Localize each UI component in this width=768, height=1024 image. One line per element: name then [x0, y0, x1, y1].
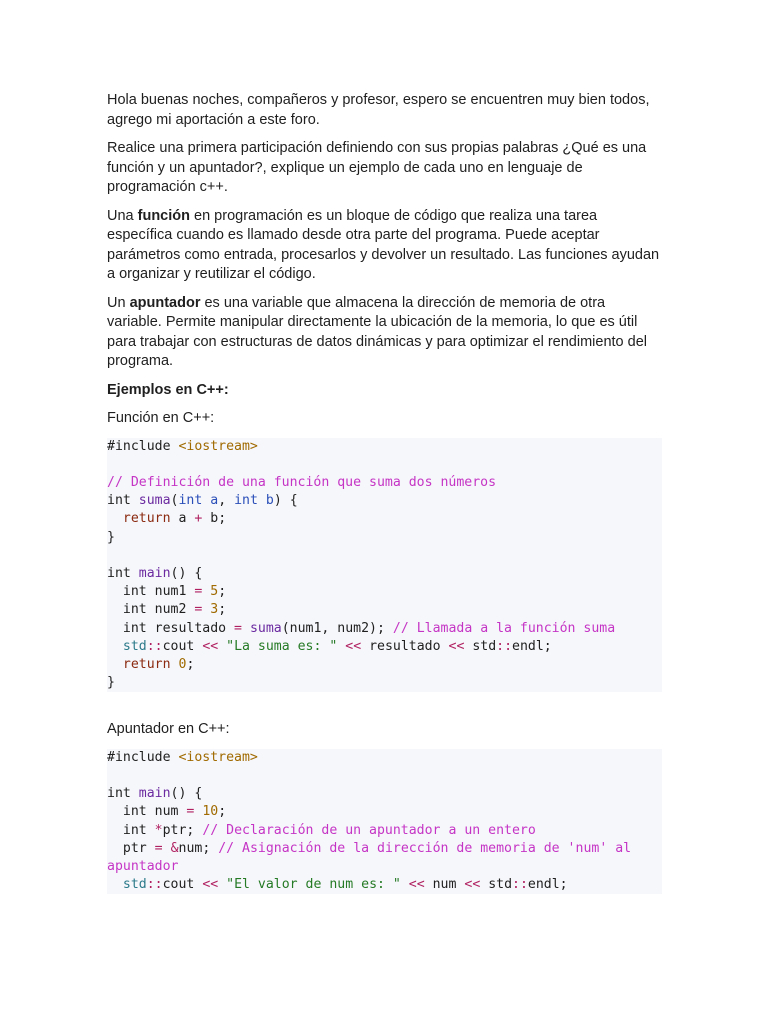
- code-line: [107, 474, 662, 492]
- code-token: // Asignación de la dirección de memoria de 'num' al apuntador: [107, 840, 640, 875]
- code-token: ::: [496, 638, 513, 654]
- code-line: [107, 620, 662, 638]
- code-token: ::: [146, 638, 163, 654]
- code-token: ;: [218, 584, 227, 600]
- code-token: num;: [178, 840, 219, 856]
- funcion-pre: Una: [107, 207, 138, 224]
- code-line: [107, 547, 662, 565]
- apuntador-example-label: Apuntador en C++:: [107, 721, 230, 738]
- code-token: }: [107, 529, 115, 545]
- code-token: [107, 639, 123, 654]
- code-token: main: [138, 786, 171, 802]
- funcion-code-block: [107, 438, 662, 693]
- code-token: <<: [202, 638, 219, 654]
- code-token: std: [122, 877, 147, 893]
- code-token: #include: [107, 438, 179, 454]
- code-token: ,: [218, 493, 235, 509]
- code-token: int num: [107, 804, 187, 820]
- code-token: cout: [162, 877, 203, 893]
- code-token: resultado: [361, 638, 449, 654]
- funcion-example-label: Función en C++:: [107, 410, 215, 426]
- code-token: #include: [107, 749, 179, 765]
- apuntador-term: apuntador: [129, 294, 201, 311]
- code-token: =: [194, 584, 203, 600]
- code-token: ;: [218, 602, 227, 618]
- intro-paragraph: Hola buenas noches, compañeros y profesor, espero se encuentren muy bien todos, agrego mi aportación a este foro.: [107, 92, 650, 128]
- code-token: =: [154, 840, 163, 856]
- funcion-term: función: [137, 207, 190, 224]
- code-token: <<: [448, 638, 465, 654]
- code-token: 5: [210, 584, 219, 600]
- code-token: std: [122, 638, 147, 654]
- code-token: main: [138, 565, 171, 581]
- code-token: =: [194, 602, 203, 618]
- code-token: int: [234, 493, 258, 509]
- code-token: suma: [249, 620, 282, 636]
- code-line: [107, 749, 662, 767]
- document-page: [107, 91, 662, 894]
- apuntador-definition: [107, 294, 662, 372]
- code-token: suma: [138, 493, 171, 509]
- code-token: ::: [146, 877, 163, 893]
- code-token: b;: [202, 511, 227, 527]
- code-token: std: [480, 877, 513, 893]
- code-token: int num1: [107, 584, 195, 600]
- apuntador-post: es una variable que almacena la dirección de memoria de otra variable. Permite manipular directamente la ubicación de la memoria, lo que es útil para trabajar con estructuras de datos dinámicas y para optimizar el rendimiento del programa.: [107, 294, 647, 369]
- code-line: [107, 601, 662, 619]
- code-token: () {: [170, 565, 203, 581]
- code-token: ) {: [273, 493, 298, 509]
- examples-heading: Ejemplos en C++:: [107, 381, 229, 398]
- code-line: [107, 583, 662, 601]
- code-token: int num2: [107, 602, 195, 618]
- code-token: 10: [202, 804, 219, 820]
- code-token: // Definición de una función que suma dos números: [107, 474, 497, 490]
- code-token: ptr;: [162, 822, 203, 838]
- code-token: }: [107, 675, 115, 691]
- code-token: [218, 639, 226, 654]
- code-token: std: [464, 638, 497, 654]
- code-line: [107, 638, 662, 656]
- code-token: [218, 877, 226, 892]
- code-token: ptr: [107, 840, 155, 856]
- code-token: (: [170, 493, 179, 509]
- code-token: endl;: [527, 877, 568, 893]
- apuntador-code-block: [107, 749, 662, 895]
- code-token: cout: [162, 638, 203, 654]
- code-token: [107, 511, 123, 526]
- code-token: <iostream>: [178, 438, 258, 454]
- code-token: "El valor de num es: ": [226, 877, 401, 893]
- code-token: =: [186, 804, 195, 820]
- question-paragraph: Realice una primera participación definiendo con sus propias palabras ¿Qué es una función y un apuntador?, explique un ejemplo de cada uno en lenguaje de programación c++.: [107, 140, 647, 195]
- code-line: [107, 492, 662, 510]
- code-token: *: [154, 822, 163, 838]
- code-token: num: [424, 877, 465, 893]
- code-token: [401, 877, 409, 892]
- code-token: <<: [202, 877, 219, 893]
- code-line: [107, 456, 662, 474]
- code-token: return: [122, 656, 171, 672]
- code-token: // Llamada a la función suma: [392, 620, 616, 636]
- code-line: [107, 876, 662, 894]
- code-token: <iostream>: [178, 749, 258, 765]
- funcion-post: en programación es un bloque de código que realiza una tarea específica cuando es llamado desde otra parte del programa. Puede aceptar parámetros como entrada, procesarlos y devolver un resultado. Las funciones ayudan a organizar y reutilizar el código.: [107, 207, 660, 282]
- code-token: int: [107, 786, 139, 802]
- code-line: [107, 438, 662, 456]
- code-token: a: [170, 511, 195, 527]
- code-token: [107, 877, 123, 892]
- code-token: a: [210, 493, 219, 509]
- code-token: ::: [512, 877, 528, 893]
- code-token: // Declaración de un apuntador a un entero: [202, 822, 536, 838]
- code-token: &: [170, 840, 179, 856]
- code-token: [107, 657, 123, 672]
- code-line: [107, 803, 662, 821]
- code-token: [242, 621, 250, 636]
- code-token: =: [234, 620, 242, 636]
- code-token: int resultado: [107, 620, 235, 636]
- code-line: [107, 656, 662, 674]
- code-line: [107, 840, 662, 876]
- apuntador-pre: Un: [107, 294, 130, 311]
- code-token: () {: [170, 786, 203, 802]
- code-token: <<: [408, 877, 425, 893]
- code-token: b: [265, 493, 274, 509]
- code-token: endl;: [512, 638, 552, 654]
- code-token: 0: [178, 656, 187, 672]
- code-line: [107, 565, 662, 583]
- code-token: int: [107, 493, 139, 509]
- code-token: <<: [464, 877, 481, 893]
- code-token: "La suma es: ": [226, 638, 338, 654]
- code-line: [107, 822, 662, 840]
- code-line: [107, 785, 662, 803]
- code-token: return: [122, 511, 171, 527]
- code-line: [107, 674, 662, 692]
- code-token: (num1, num2);: [281, 620, 393, 636]
- code-token: [258, 493, 266, 508]
- code-token: +: [194, 511, 203, 527]
- code-token: int: [107, 822, 155, 838]
- code-line: [107, 529, 662, 547]
- code-token: int: [107, 565, 139, 581]
- code-token: 3: [210, 602, 219, 618]
- code-token: ;: [218, 804, 227, 820]
- code-line: [107, 510, 662, 528]
- code-token: int: [178, 493, 203, 509]
- code-token: ;: [186, 656, 195, 672]
- code-token: [163, 841, 171, 856]
- code-token: <<: [345, 638, 362, 654]
- funcion-definition: [107, 207, 662, 285]
- code-line: [107, 767, 662, 785]
